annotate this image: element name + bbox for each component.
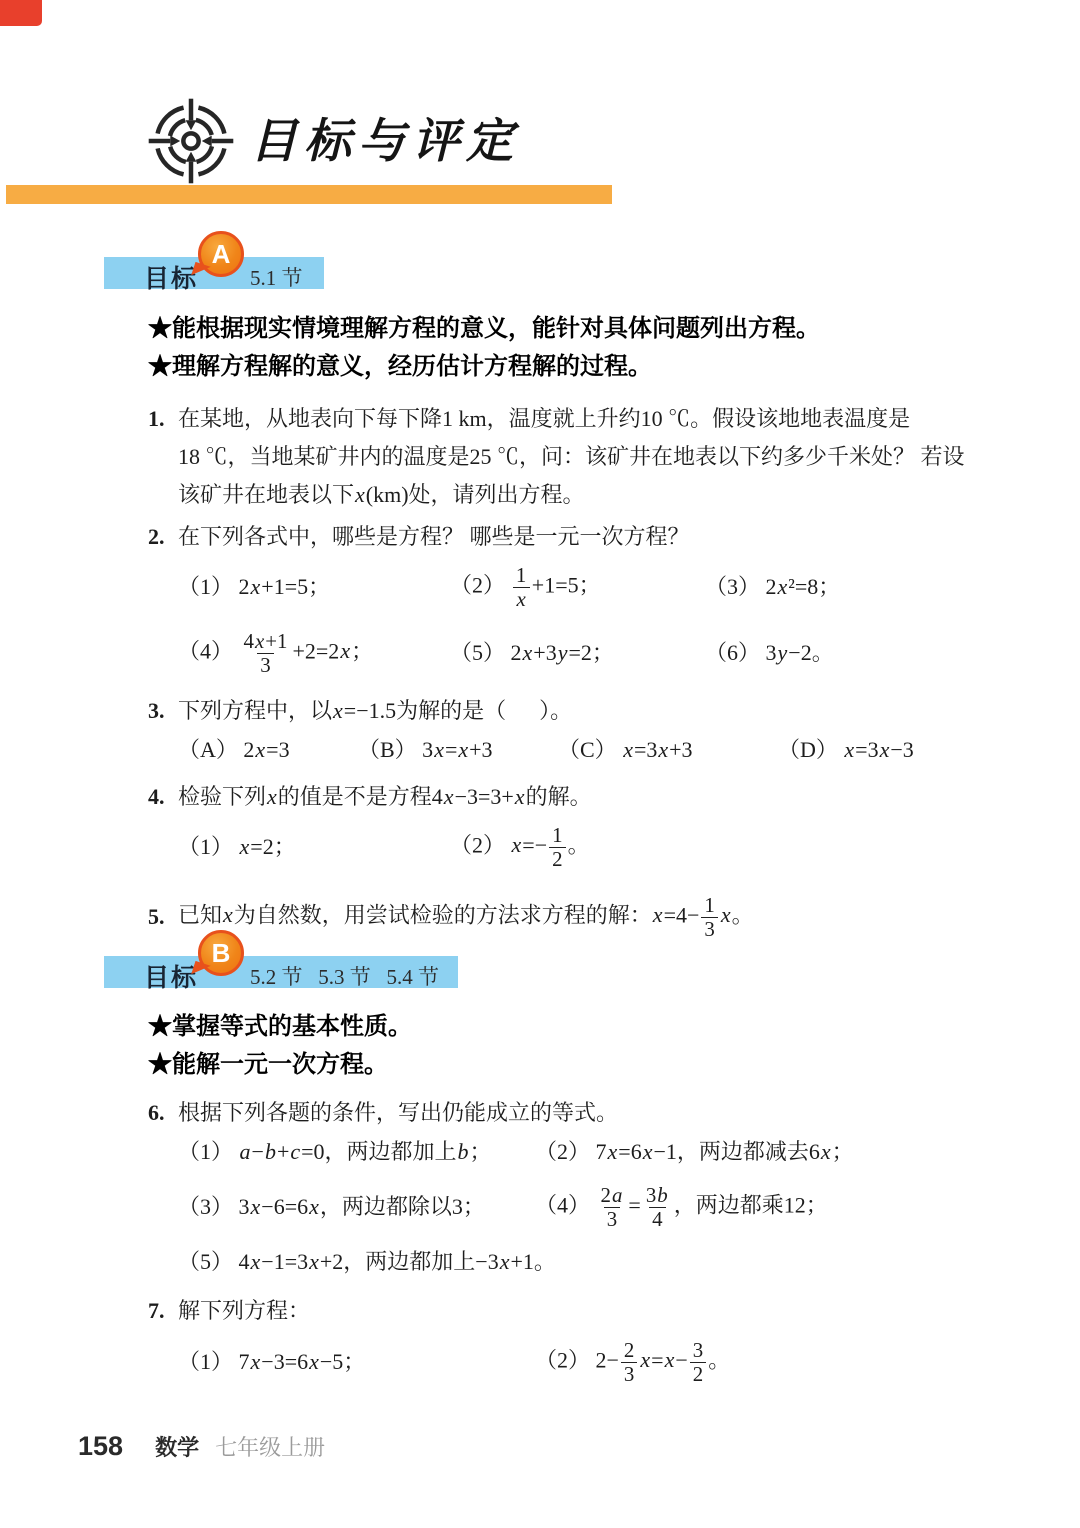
problem-item: （5） 4x−1=3x+2，两边都加上−3x+1。 xyxy=(178,1249,556,1274)
problem-row xyxy=(178,1330,980,1394)
problem-row xyxy=(178,556,980,618)
problem-item: （4） $\frac{2a}{3}$ = $\frac{3b}{4}$ ，两边都乘12； xyxy=(535,1182,828,1231)
problem-6 xyxy=(148,1094,980,1282)
problem-number: 4. xyxy=(148,784,165,809)
problem-row xyxy=(178,618,980,688)
page-title: 目标与评定 xyxy=(250,116,520,168)
problem-3 xyxy=(148,692,980,770)
problem-item: （3） 2x²=8； xyxy=(705,574,841,599)
banner-b-label: 目标 xyxy=(144,964,199,992)
problem-row xyxy=(178,1172,980,1242)
banner-a-sections: 5.1 节 xyxy=(250,266,303,290)
page-footer xyxy=(78,1431,325,1462)
page-number: 158 xyxy=(78,1431,124,1461)
problem-row xyxy=(178,816,980,878)
goal-banner-b xyxy=(104,937,458,992)
problem-item: （C） x=3x+3 xyxy=(558,737,693,762)
banner-a-label: 目标 xyxy=(144,265,199,293)
problem-text: 解下列方程： （1） 7x−3=6x−5； （2） 2− $\frac{2}{3}$ x=x− $\frac{3}{2}$ 。 xyxy=(178,1292,980,1394)
problem-1 xyxy=(148,400,980,514)
problem-text: 下列方程中，以x=−1.5为解的是（ ）。 （A） 2x=3 （B） 3x=x+3 （C） x=3x+3 （D） x=3x−3 xyxy=(178,692,980,770)
problem-item: （1） x=2； xyxy=(178,834,296,859)
section-a xyxy=(148,310,980,948)
problem-item: （5） 2x+3y=2； xyxy=(450,640,614,665)
problem-item: （1） 7x−3=6x−5； xyxy=(178,1349,366,1374)
accent-bar xyxy=(6,185,612,204)
banner-b-sections: 5.2 节 5.3 节 5.4 节 xyxy=(250,965,439,989)
problem-item: （3） 3x−6=6x，两边都除以3； xyxy=(178,1194,485,1219)
target-icon xyxy=(146,96,236,186)
goal-item: ★能根据现实情境理解方程的意义，能针对具体问题列出方程。 xyxy=(148,315,820,342)
section-b xyxy=(148,1008,980,1394)
problem-number: 1. xyxy=(148,406,165,431)
problem-2 xyxy=(148,518,980,688)
goal-banner-a xyxy=(104,238,324,293)
problem-item: （B） 3x=x+3 xyxy=(358,737,493,762)
goal-item: ★理解方程解的意义，经历估计方程解的过程。 xyxy=(148,353,652,380)
problem-text: 根据下列各题的条件，写出仍能成立的等式。 （1） a−b+c=0，两边都加上b； （2） 7x=6x−1，两边都减去6x； （3） 3x−6=6x，两边都除以3； （4） $\frac{2a}{3}$ = $\frac{3b}{4}$ ，两边都乘12； （5） 4x−1=3x+2，两边都加上−3x+1。 xyxy=(178,1094,980,1282)
problem-item: （D） x=3x−3 xyxy=(778,737,914,762)
goal-list-a xyxy=(148,310,980,386)
problem-row xyxy=(178,1132,980,1172)
problem-4 xyxy=(148,778,980,878)
problem-item: （4） $\frac{4x+1}{3}$ +2=2x； xyxy=(178,628,374,677)
problem-row xyxy=(178,1242,980,1282)
problem-text: 在下列各式中，哪些是方程？ 哪些是一元一次方程？ （1） 2x+1=5； （2） $\frac{1}{x}$ +1=5； （3） 2x²=8； （4） $\frac{4x+1}{3}$ +2=2x； （5） 2x+3y=2； （6） 3y−2。 xyxy=(178,518,980,688)
problem-item: （2） x=− $\frac{1}{2}$ 。 xyxy=(450,822,590,871)
problem-text: 在某地，从地表向下每下降1 km，温度就上升约10 ℃。假设该地地表温度是 18 ℃，当地某矿井内的温度是25 ℃，问：该矿井在地表以下约多少千米处？ 若设 该矿井在地表以下x(km)处，请列出方程。 xyxy=(178,406,965,507)
problem-number: 6. xyxy=(148,1100,165,1125)
problem-number: 7. xyxy=(148,1298,165,1323)
badge-a: A xyxy=(198,231,244,277)
problem-item: （2） 7x=6x−1，两边都减去6x； xyxy=(535,1139,854,1164)
goal-list-b xyxy=(148,1008,980,1084)
corner-marker xyxy=(0,0,42,26)
problem-text: 已知x为自然数，用尝试检验的方法求方程的解：x=4− $\frac{1}{3}$ x。 xyxy=(178,892,754,941)
problem-number: 2. xyxy=(148,524,165,549)
problem-number: 5. xyxy=(148,904,165,929)
problem-item: （A） 2x=3 xyxy=(178,737,290,762)
footer-volume: 七年级上册 xyxy=(215,1435,326,1460)
problem-5 xyxy=(148,886,980,948)
footer-subject: 数学 xyxy=(155,1435,200,1460)
goal-item: ★能解一元一次方程。 xyxy=(148,1051,388,1078)
problem-7 xyxy=(148,1292,980,1394)
problem-item: （6） 3y−2。 xyxy=(705,640,834,665)
problem-item: （2） 2− $\frac{2}{3}$ x=x− $\frac{3}{2}$ 。 xyxy=(535,1337,731,1386)
problem-item: （1） a−b+c=0，两边都加上b； xyxy=(178,1139,492,1164)
problem-number: 3. xyxy=(148,698,165,723)
goal-item: ★掌握等式的基本性质。 xyxy=(148,1013,412,1040)
problem-item: （1） 2x+1=5； xyxy=(178,574,331,599)
problem-row xyxy=(178,730,980,770)
problem-item: （2） $\frac{1}{x}$ +1=5； xyxy=(450,562,601,611)
badge-b: B xyxy=(198,930,244,976)
problem-text: 检验下列x的值是不是方程4x−3=3+x的解。 （1） x=2； （2） x=− $\frac{1}{2}$ 。 xyxy=(178,778,980,878)
